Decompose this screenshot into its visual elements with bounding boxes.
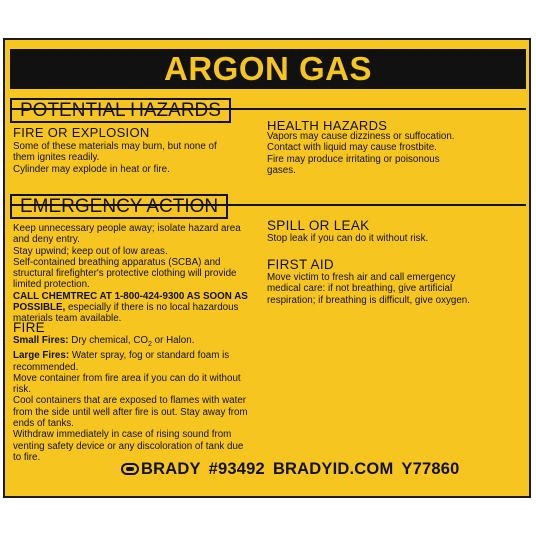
potential-hazards-heading: POTENTIAL HAZARDS — [10, 98, 231, 123]
spill-leak-heading: SPILL OR LEAK — [267, 218, 370, 233]
health-hazards-heading: HEALTH HAZARDS — [267, 118, 388, 133]
fire-heading: FIRE — [13, 320, 45, 335]
part-number: #93492 — [208, 459, 265, 478]
fire-explosion-heading: FIRE OR EXPLOSION — [13, 125, 150, 140]
product-code: Y77860 — [401, 459, 460, 478]
label-footer — [121, 459, 459, 479]
safety-label — [3, 38, 531, 498]
health-hazards-text: Vapors may cause dizziness or suffocation. Contact with liquid may cause frostbite. Fire may produce irritating or poisonous gases. — [267, 131, 455, 176]
brady-logo: BRADY — [121, 460, 201, 479]
fire-text: Small Fires: Dry chemical, $CO_2$ or Halon. Large Fires: Water spray, fog or standard foam is recommended. Move container from fire area if you can do it without risk. Cool containers that are exposed to flames with water from the side until well after fire is out. Stay away from ends of tanks. Withdraw immediately in case of rising sound from venting safety device or any discoloration of tank due to fire. — [13, 335, 248, 463]
label-title: ARGON GAS — [10, 49, 526, 89]
first-aid-heading: FIRST AID — [267, 257, 334, 272]
brady-logo-icon — [121, 463, 139, 475]
spill-leak-text: Stop leak if you can do it without risk. — [267, 233, 429, 244]
emergency-general-text: Keep unnecessary people away; isolate hazard area and deny entry. Stay upwind; keep out of low areas. Self-contained breathing apparatus (SCBA) and structural firefighter's protective clothing will provide limited protection. CALL CHEMTREC AT 1-800-424-9300 AS SOON AS POSSIBLE, especially if there is no local hazardous materials team available. — [13, 223, 248, 325]
website: BRADYID.COM — [272, 459, 394, 478]
first-aid-text: Move victim to fresh air and call emergency medical care: if not breathing, give artificial respiration; if breathing is difficult, give oxygen. — [267, 272, 470, 306]
emergency-action-heading: EMERGENCY ACTION — [10, 194, 228, 219]
fire-explosion-text: Some of these materials may burn, but none of them ignites readily. Cylinder may explode in heat or fire. — [13, 141, 217, 175]
